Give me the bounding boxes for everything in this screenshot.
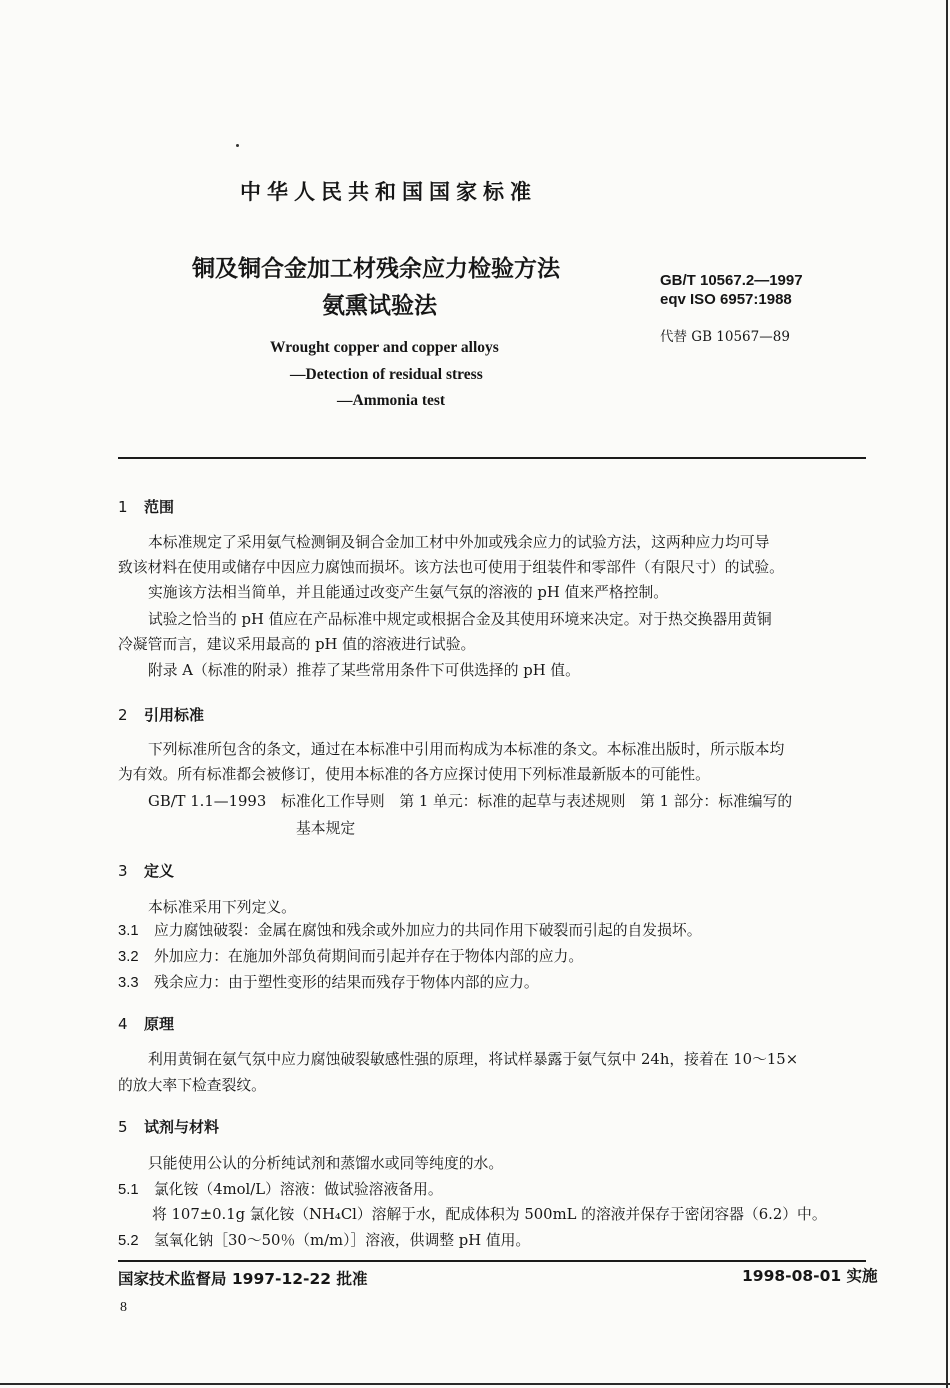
definition-text: 外加应力：在施加外部负荷期间而引起并存在于物体内部的应力。 [154, 948, 584, 965]
reagent-text: 氢氧化钠［30～50％（m/m）］溶液，供调整 pH 值用。 [154, 1232, 531, 1249]
page-number: 8 [120, 1300, 127, 1315]
clause-number: 3.3 [118, 975, 139, 991]
section-number: 3 [118, 862, 128, 880]
header-rule [118, 457, 866, 459]
section-number: 4 [118, 1015, 128, 1033]
section-title: 定义 [144, 862, 175, 880]
reagent-item [118, 1229, 530, 1250]
section-2-heading [118, 704, 204, 725]
paragraph-line: 本标准规定了采用氨气检测铜及铜合金加工材中外加或残余应力的试验方法，这两种应力均可导 [148, 534, 770, 551]
paragraph-line: 致该材料在使用或储存中因应力腐蚀而损坏。该方法也可使用于组装件和零部件（有限尺寸）的试验。 [118, 559, 784, 576]
section-title: 原理 [144, 1015, 175, 1033]
paragraph-line: 利用黄铜在氨气氛中应力腐蚀破裂敏感性强的原理，将试样暴露于氨气氛中 24h，接着在 10～15× [148, 1051, 799, 1068]
standard-header: 中华人民共和国国家标准 [240, 180, 537, 204]
title-en-line3: —Ammonia test [337, 392, 446, 409]
paragraph-line: 本标准采用下列定义。 [148, 899, 296, 916]
section-4-heading [118, 1013, 174, 1034]
reference-line: GB/T 1.1—1993 标准化工作导则 第 1 单元：标准的起草与表述规则 第 1 部分：标准编写的 [148, 793, 793, 810]
paragraph-line: 附录 A（标准的附录）推荐了某些常用条件下可供选择的 pH 值。 [148, 662, 580, 679]
clause-number: 3.2 [118, 949, 139, 965]
scan-speck [236, 144, 239, 147]
clause-number: 5.2 [118, 1233, 139, 1249]
section-number: 1 [118, 498, 128, 516]
section-title: 试剂与材料 [144, 1118, 220, 1136]
definition-item [118, 919, 702, 940]
section-1-heading [118, 496, 174, 517]
replaces-code: 代替 GB 10567—89 [660, 329, 790, 345]
reagent-item [118, 1178, 443, 1199]
section-number: 2 [118, 706, 128, 724]
paragraph-line: 实施该方法相当简单，并且能通过改变产生氨气氛的溶液的 pH 值来严格控制。 [148, 584, 669, 601]
paragraph-line: 试验之恰当的 pH 值应在产品标准中规定或根据合金及其使用环境来决定。对于热交换器用黄铜 [148, 611, 772, 628]
section-title: 范围 [144, 498, 175, 516]
paragraph-line: 冷凝管而言，建议采用最高的 pH 值的溶液进行试验。 [118, 636, 476, 653]
definition-item [118, 945, 583, 966]
footer-rule [118, 1260, 866, 1262]
paragraph-line: 将 107±0.1g 氯化铵（NH₄Cl）溶解于水，配成体积为 500mL 的溶液并保存于密闭容器（6.2）中。 [152, 1206, 827, 1223]
reagent-text: 氯化铵（4mol/L）溶液：做试验溶液备用。 [154, 1181, 443, 1198]
paragraph-line: 只能使用公认的分析纯试剂和蒸馏水或同等纯度的水。 [148, 1155, 504, 1172]
title-en-line1: Wrought copper and copper alloys [270, 339, 499, 356]
section-title: 引用标准 [144, 706, 205, 724]
equivalent-code: eqv ISO 6957:1988 [660, 291, 792, 308]
section-number: 5 [118, 1118, 128, 1136]
page-edge-right [946, 0, 948, 1388]
section-3-heading [118, 860, 174, 881]
clause-number: 5.1 [118, 1182, 139, 1198]
approval-line: 国家技术监督局 1997-12-22 批准 [118, 1270, 368, 1288]
section-5-heading [118, 1116, 219, 1137]
title-en-line2: —Detection of residual stress [290, 366, 483, 383]
standard-code: GB/T 10567.2—1997 [660, 272, 803, 289]
clause-number: 3.1 [118, 923, 139, 939]
definition-text: 应力腐蚀破裂：金属在腐蚀和残余或外加应力的共同作用下破裂而引起的自发损坏。 [154, 922, 702, 939]
paragraph-line: 的放大率下检查裂纹。 [118, 1077, 266, 1094]
paragraph-line: 下列标准所包含的条文，通过在本标准中引用而构成为本标准的条文。本标准出版时，所示版本均 [148, 741, 785, 758]
effective-date: 1998-08-01 实施 [742, 1267, 878, 1285]
page-edge-bottom [0, 1383, 950, 1385]
paragraph-line: 为有效。所有标准都会被修订，使用本标准的各方应探讨使用下列标准最新版本的可能性。 [118, 766, 710, 783]
definition-item [118, 971, 539, 992]
definition-text: 残余应力：由于塑性变形的结果而残存于物体内部的应力。 [154, 974, 539, 991]
title-zh-line1: 铜及铜合金加工材残余应力检验方法 [192, 256, 560, 282]
title-zh-line2: 氨熏试验法 [322, 293, 437, 319]
reference-line: 基本规定 [296, 820, 356, 837]
